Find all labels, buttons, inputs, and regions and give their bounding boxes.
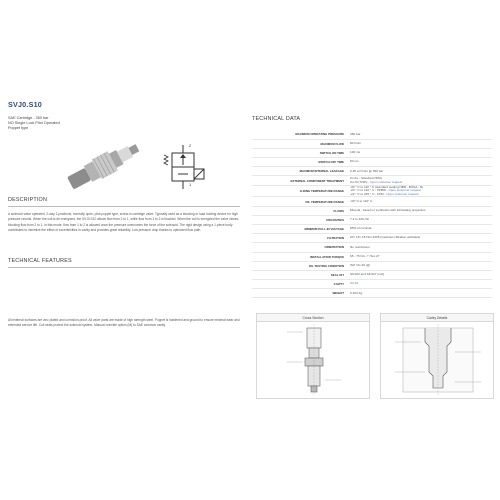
- spec-row: [252, 158, 492, 167]
- right-column: [252, 116, 494, 298]
- spec-row: [252, 224, 492, 233]
- spec-label: SEAL KIT: [252, 270, 348, 279]
- spec-label: VISCOSITIES: [252, 215, 348, 224]
- spec-value: S6.022 and S6.027 (coil): [348, 270, 492, 279]
- spec-row: [252, 261, 492, 270]
- spec-value: 0.164 Kg: [348, 289, 492, 298]
- left-column: [8, 100, 240, 328]
- spec-label: FLUIDS: [252, 206, 348, 215]
- spec-label: MAXIMUM OPERATING PRESSURE: [252, 130, 348, 139]
- spec-row: [252, 289, 492, 298]
- description-heading: DESCRIPTION: [8, 197, 240, 207]
- spec-label: OIL TEMPERATURE RANGE: [252, 197, 348, 206]
- cartridge-valve-image: [48, 137, 158, 195]
- spec-label: OIL TESTING CONDITION: [252, 261, 348, 270]
- cross-section-caption: Cross Section: [257, 314, 369, 322]
- spec-label: INSTALLATION TORQUE: [252, 252, 348, 261]
- spec-label: ORIENTATION: [252, 243, 348, 252]
- spec-value: 85% of nominal: [348, 224, 492, 233]
- spec-value: 100 ms: [348, 148, 492, 157]
- spec-row: [252, 185, 492, 197]
- product-subtitle-2: NO Single Lock Pilot Operated: [8, 121, 60, 125]
- features-text: All external surfaces are zinc plated and corrosion-proof. All valve parts are made of high strength steel. Poppet is hardened and ground to ensure minimal wear and extended service life. Coil seals protect the solenoid system. Manual override option (M) to SAE common cavity.: [8, 317, 240, 328]
- cross-section-panel: [256, 313, 370, 399]
- spec-row: [252, 139, 492, 148]
- spec-label: MAXIMUM INTERNAL LEAKAGE: [252, 167, 348, 176]
- spec-row: [252, 148, 492, 157]
- spec-value: 7.4 to 420 cSt: [348, 215, 492, 224]
- symbol-port-2: 2: [189, 143, 192, 148]
- product-code: SVJ0.S10: [8, 100, 42, 109]
- spec-row: [252, 234, 492, 243]
- spec-value: 50 ms: [348, 158, 492, 167]
- technical-heading: TECHNICAL DATA: [252, 116, 301, 122]
- spec-row: [252, 197, 492, 206]
- spec-value: No restrictions: [348, 243, 492, 252]
- cavity-details-panel: [380, 313, 494, 399]
- spec-label: SWITCH OFF TIME: [252, 158, 348, 167]
- spec-label: O-RING TEMPERATURE RANGE: [252, 185, 348, 197]
- spec-label: WEIGHT: [252, 289, 348, 298]
- spec-value: 350 bar: [348, 130, 492, 139]
- symbol-port-1: 1: [189, 182, 192, 187]
- spec-value: Zn-Fe - Standard (5Wt) Zn-Ni (720h) - Upon customer request: [348, 176, 492, 185]
- hydraulic-symbol-icon: [158, 143, 228, 191]
- spec-label: MINIMUM PULL-IN VOLTAGE: [252, 224, 348, 233]
- technical-data-table: [252, 130, 492, 298]
- spec-value: -30° C to 110° C: [348, 197, 492, 206]
- spec-row: [252, 243, 492, 252]
- spec-label: MAXIMUM FLOW: [252, 139, 348, 148]
- spec-value: 65 - 75 Nm ↗ Hex 27: [348, 252, 492, 261]
- spec-value: -30 ° C to 110 ° C (standard sealing NBR - BUNA - N) -20 ° C to 140 ° C - HNBR - Upon customer request -22 ° C to 225 ° C - FKM - Upon customer request: [348, 185, 492, 197]
- spec-value: Mineral - based or synthetics with lubricating properties: [348, 206, 492, 215]
- spec-value: 0.25 cm³/min @ 350 bar: [348, 167, 492, 176]
- spec-value: C2.10: [348, 280, 492, 289]
- spec-row: [252, 215, 492, 224]
- spec-row: [252, 270, 492, 279]
- spec-value: 20 / 18 / 15 ISO 4406 (maximum filtration admitted): [348, 234, 492, 243]
- spec-label: FILTRATION: [252, 234, 348, 243]
- spec-row: [252, 252, 492, 261]
- spec-value: 80 l/min: [348, 139, 492, 148]
- spec-label: EXTERNAL COMPONENT TREATMENT: [252, 176, 348, 185]
- spec-row: [252, 280, 492, 289]
- description-text: A solenoid valve operated, 2-way 2-positions, normally open, pilot poppet type, screw-in cartridge valve. Typically used as a blocking or load holding device for high pressure circuits. When the coil is de-energized, the SVJ0.S10 allows flow from 2 to 1, while flow from 1 to 2 is blocked. When the coil is energized the valve closes, blocking flow from 2 to 1. In this mode, flow from 1 to 2 is allowed once the pressure overcomes the force of the solenoid. The rigid design using a 1-piece body contributes to minimize the effect of eccentricities in cavity and provides great reliability. Low pressure drop thanks to optimized flow path.: [8, 212, 240, 233]
- spec-label: SWITCH ON TIME: [252, 148, 348, 157]
- spec-value: ISO VG 46 (@: [348, 261, 492, 270]
- spec-row: [252, 167, 492, 176]
- spec-row: [252, 130, 492, 139]
- cavity-details-caption: Cavity Details: [381, 314, 493, 322]
- features-heading: TECHNICAL FEATURES: [8, 258, 240, 268]
- spec-label: CAVITY: [252, 280, 348, 289]
- cross-section-drawing: [257, 322, 371, 398]
- cavity-details-drawing: [381, 322, 495, 398]
- product-hero: [8, 137, 240, 195]
- product-subtitle-3: Poppet type: [8, 126, 29, 130]
- spec-row: [252, 206, 492, 215]
- drawings-area: [256, 313, 494, 403]
- product-subtitle-1: SAE Cartridge - 350 bar: [8, 116, 49, 120]
